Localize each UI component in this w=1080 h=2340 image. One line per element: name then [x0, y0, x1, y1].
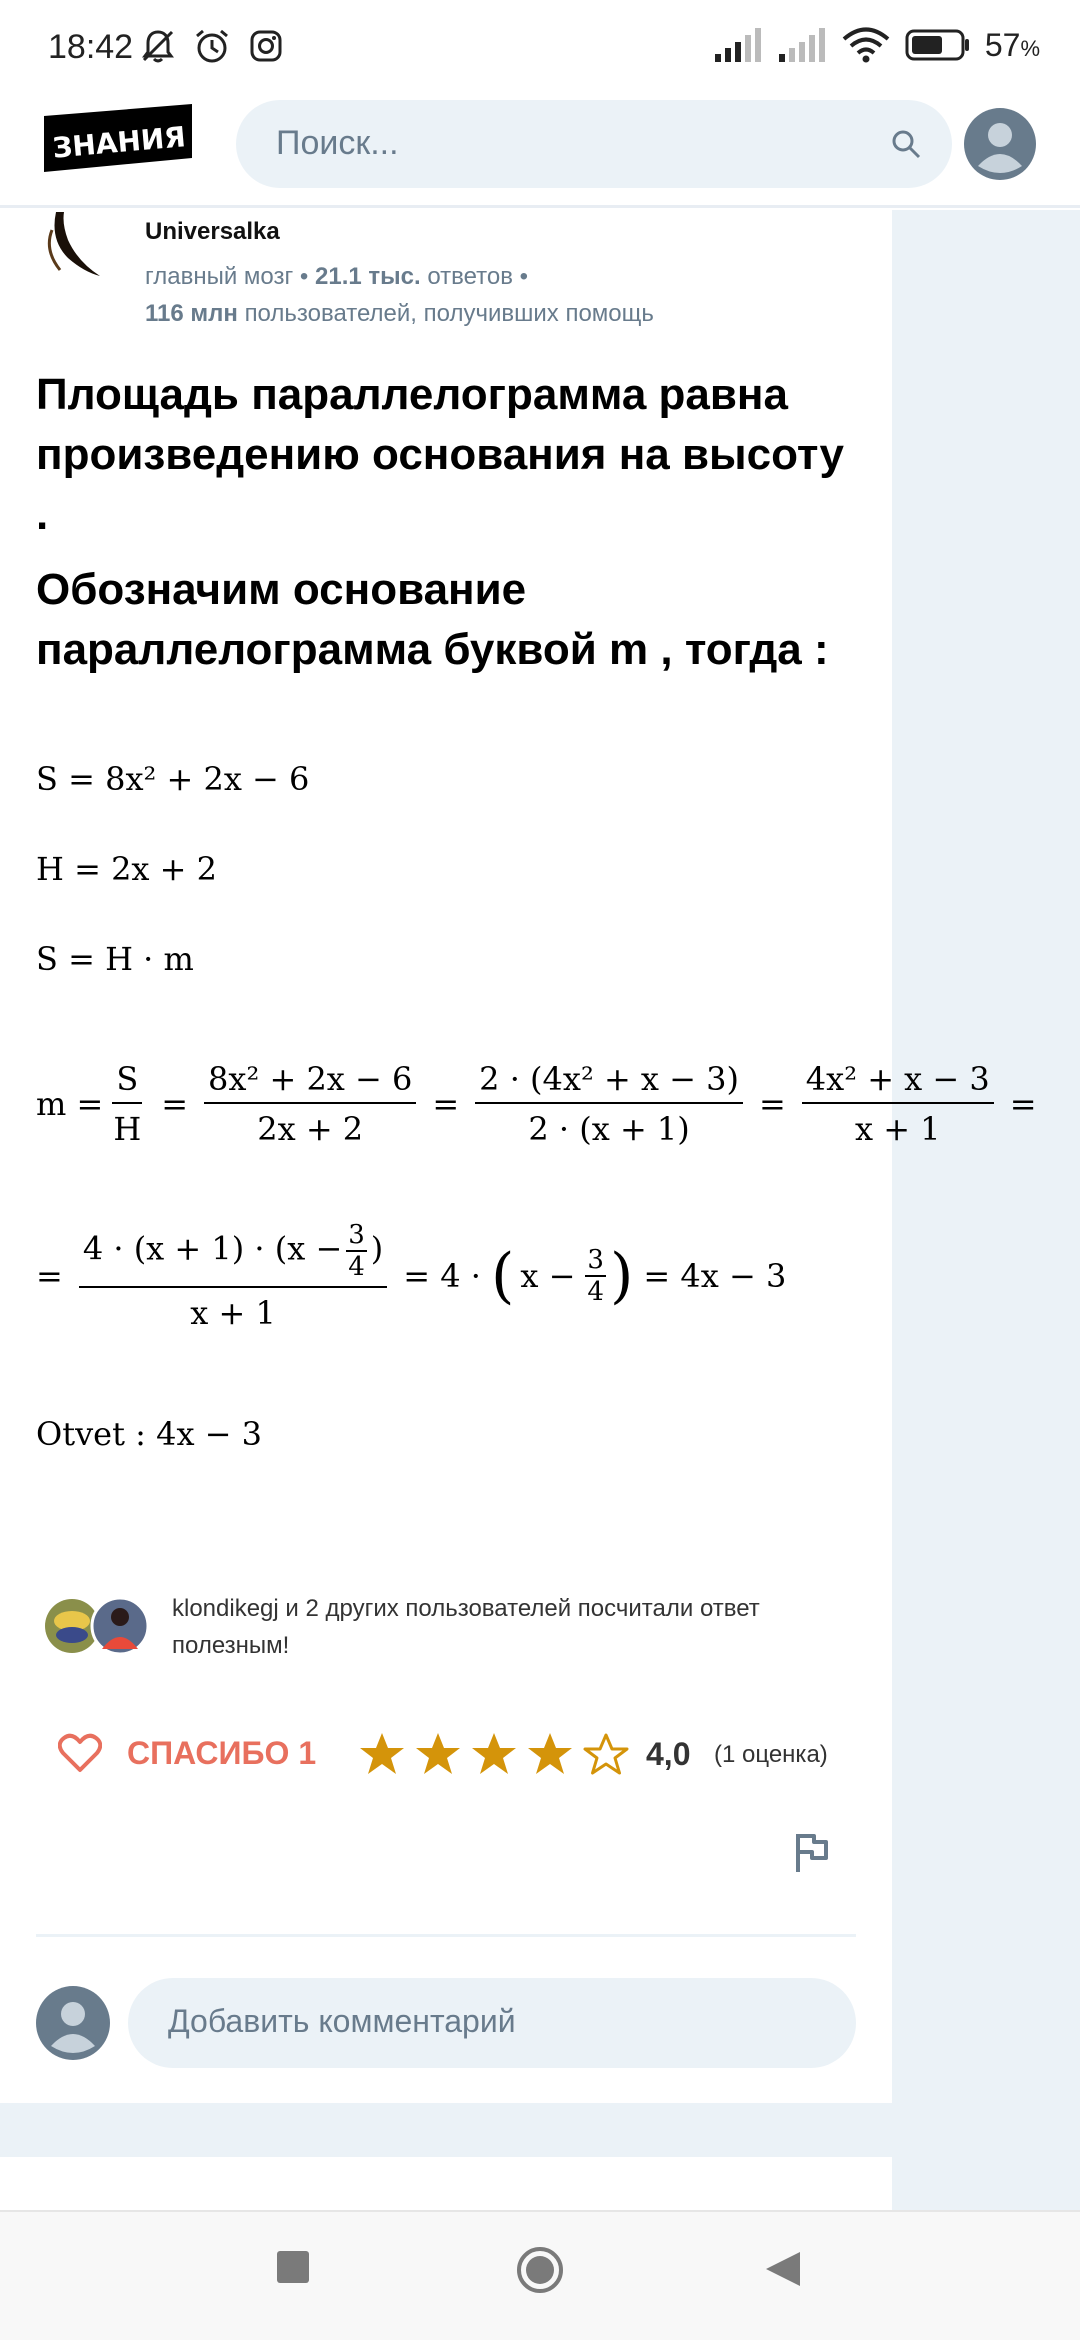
thanks-button[interactable]: СПАСИБО 1	[127, 1735, 317, 1771]
star-filled-icon[interactable]	[470, 1730, 518, 1778]
math-answer: Otvet : 4x − 3	[36, 1415, 263, 1453]
system-nav-bar	[0, 2210, 1080, 2340]
report-flag-icon[interactable]	[792, 1830, 832, 1874]
user-avatar	[36, 1986, 110, 2060]
star-empty-icon[interactable]	[582, 1730, 630, 1778]
search-placeholder: Поиск...	[276, 124, 399, 162]
helpful-text: klondikegj и 2 других пользователей посчитали ответ полезным!	[172, 1595, 760, 1659]
answer-card	[0, 210, 1037, 2103]
signal-icon	[713, 26, 763, 64]
status-time: 18:42	[48, 28, 134, 66]
answer-heading: Площадь параллелограмма равна произведению основания на высоту .	[36, 370, 844, 539]
math-line: S = 8x² + 2x − 6	[36, 760, 310, 798]
divider	[36, 1934, 856, 1937]
star-filled-icon[interactable]	[526, 1730, 574, 1778]
bell-off-icon	[138, 26, 178, 66]
author-name[interactable]: Universalka	[145, 218, 280, 245]
card-separator	[0, 2103, 892, 2157]
svg-text:ЗНАНИЯ: ЗНАНИЯ	[51, 120, 188, 165]
star-filled-icon[interactable]	[414, 1730, 462, 1778]
status-bar	[0, 0, 1080, 96]
add-comment-input[interactable]	[128, 1978, 856, 2068]
author-meta: главный мозг • 21.1 тыс. ответов • 116 млн пользователей, получивших помощь	[145, 263, 654, 327]
math-equation: = 4 · (x + 1) · (x − $\frac{3}{4}$ ) x + 1 = 4 · ( x − $\frac{3}{4}$ ) = 4x − 3	[36, 1220, 787, 1332]
recent-apps-icon[interactable]	[276, 2250, 310, 2284]
battery-percent: 57%	[984, 26, 1040, 63]
instagram-icon	[246, 26, 286, 66]
heart-icon[interactable]	[58, 1733, 102, 1773]
home-icon[interactable]	[515, 2245, 565, 2295]
side-panel	[892, 210, 1080, 2210]
math-line: H = 2x + 2	[36, 850, 217, 888]
helpful-users-avatars[interactable]	[42, 1595, 152, 1657]
profile-avatar-icon[interactable]	[964, 108, 1036, 180]
battery-icon	[905, 26, 971, 64]
wifi-icon	[841, 26, 891, 64]
search-input[interactable]	[236, 100, 952, 188]
comment-placeholder: Добавить комментарий	[168, 2003, 516, 2039]
math-equation: m = $\frac{S}{H}$ = $\frac{\text{8x² + 2x − 6}}{2x + 2}$ = $\frac{\text{2 · (4x² + x − 3)}}{2 \cdot (x + 1)}$ = $\frac{\text{4x² + x − 3}}{x + 1}$ =	[36, 1060, 1037, 1148]
rating-stars[interactable]	[358, 1730, 630, 1778]
star-filled-icon[interactable]	[358, 1730, 406, 1778]
rating-value: 4,0	[646, 1736, 691, 1772]
znaniya-logo[interactable]	[38, 102, 198, 174]
app-header	[0, 96, 1080, 208]
signal-icon	[777, 26, 827, 64]
search-icon[interactable]	[888, 126, 924, 162]
back-icon[interactable]	[764, 2250, 802, 2288]
answer-heading: Обозначим основание параллелограмма буквой m , тогда :	[36, 565, 829, 674]
alarm-icon	[192, 26, 232, 66]
math-line: S = H · m	[36, 940, 194, 978]
rating-count: (1 оценка)	[714, 1741, 828, 1768]
author-avatar[interactable]	[38, 210, 108, 286]
